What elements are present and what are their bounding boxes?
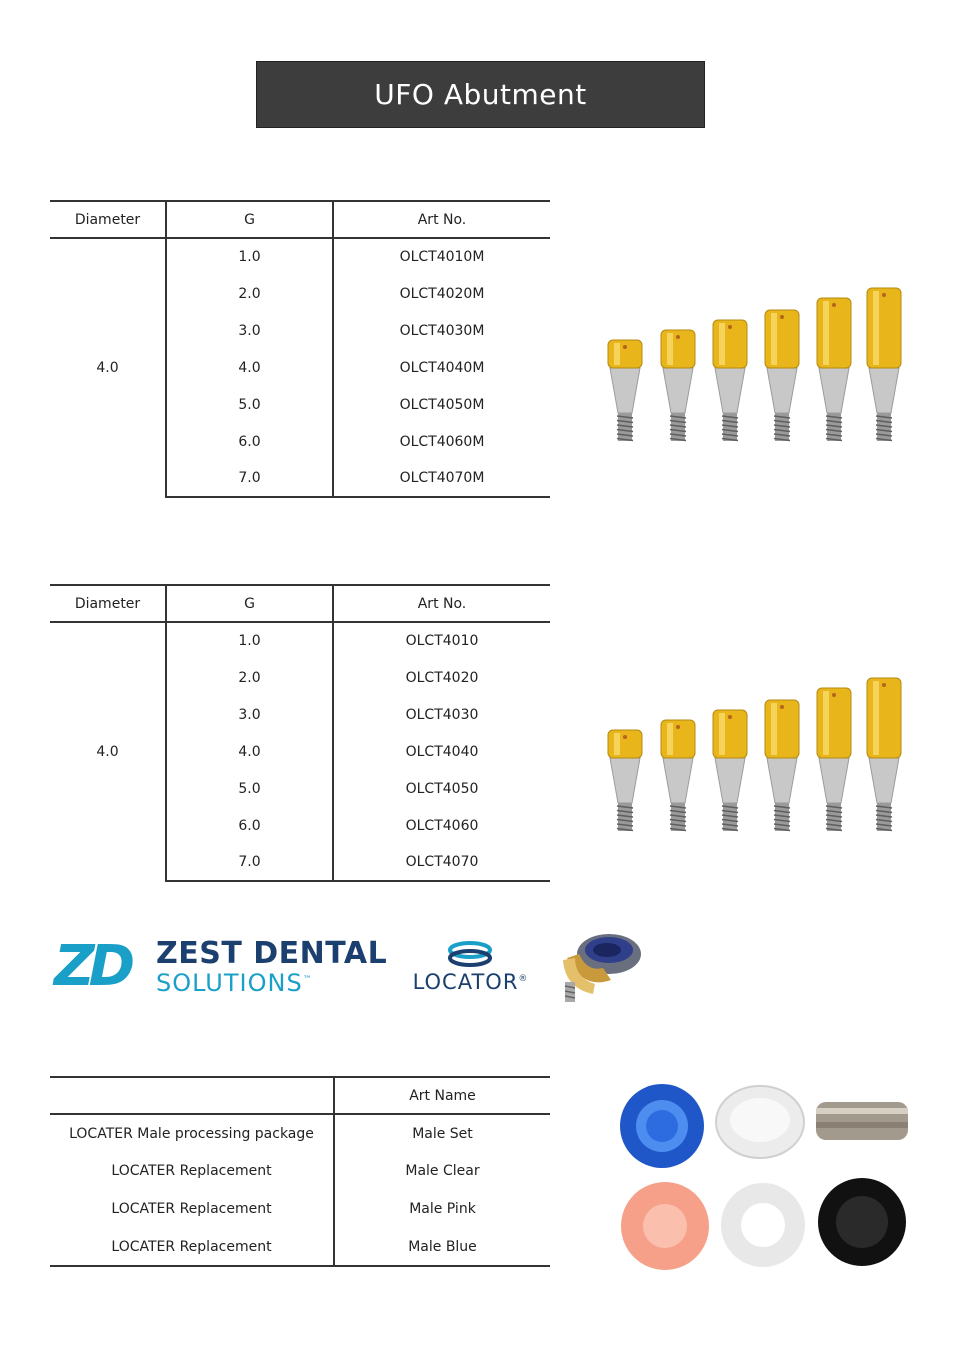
- g-cell: 7.0: [166, 844, 333, 881]
- g-cell: 3.0: [166, 696, 333, 733]
- abutment-piece: [713, 710, 747, 831]
- diameter-cell: 4.0: [96, 360, 119, 376]
- abutment-piece: [817, 298, 851, 441]
- g-cell: 1.0: [166, 622, 333, 659]
- art-no-cell: OLCT4020: [333, 659, 550, 696]
- abutment-piece: [608, 340, 642, 441]
- product-name-cell: LOCATER Male processing package: [69, 1125, 314, 1142]
- product-name-cell: LOCATER Replacement: [111, 1201, 272, 1217]
- abutment-piece: [765, 700, 799, 831]
- g-cell: 2.0: [166, 659, 333, 696]
- abutment-piece: [713, 320, 747, 441]
- art-no-cell: OLCT4030M: [333, 312, 550, 349]
- abutment-piece: [608, 730, 642, 831]
- table-row: [50, 1114, 550, 1152]
- zd-logo-mark: ZD: [54, 934, 130, 999]
- product-name-cell: LOCATER Replacement: [111, 1163, 272, 1179]
- header-art-no: Art No.: [333, 585, 550, 622]
- art-no-cell: OLCT4010M: [333, 238, 550, 275]
- table-header-row: [50, 585, 550, 622]
- art-no-cell: OLCT4060: [333, 807, 550, 844]
- locator-parts-table: [50, 1076, 550, 1267]
- table-row: [50, 238, 550, 275]
- g-cell: 4.0: [166, 733, 333, 770]
- art-no-cell: OLCT4070M: [333, 460, 550, 497]
- art-name-cell: Male Set: [334, 1114, 550, 1152]
- g-cell: 5.0: [166, 770, 333, 807]
- header-g: G: [166, 585, 333, 622]
- g-cell: 6.0: [166, 423, 333, 460]
- diameter-cell: 4.0: [96, 744, 119, 760]
- g-cell: 5.0: [166, 386, 333, 423]
- header-diameter: Diameter: [50, 585, 166, 622]
- header-art-name: Art Name: [334, 1077, 550, 1114]
- table-header-row: [50, 1077, 550, 1114]
- abutment-piece: [661, 330, 695, 441]
- g-cell: 4.0: [166, 349, 333, 386]
- art-no-cell: OLCT4070: [333, 844, 550, 881]
- art-no-cell: OLCT4030: [333, 696, 550, 733]
- art-name-cell: Male Pink: [334, 1190, 550, 1228]
- art-no-cell: OLCT4010: [333, 622, 550, 659]
- product-name-cell: LOCATER Replacement: [50, 1228, 334, 1266]
- table-row: [50, 1228, 550, 1266]
- page-title-box: [256, 61, 705, 128]
- abutment-table-1: [50, 200, 550, 498]
- g-cell: 3.0: [166, 312, 333, 349]
- locator-rings-icon: [440, 940, 500, 970]
- g-cell: 6.0: [166, 807, 333, 844]
- abutment-piece: [817, 688, 851, 831]
- art-no-cell: OLCT4050M: [333, 386, 550, 423]
- header-art-no: Art No.: [333, 201, 550, 238]
- art-no-cell: OLCT4020M: [333, 275, 550, 312]
- g-cell: 2.0: [166, 275, 333, 312]
- locator-wordmark: LOCATOR®: [412, 970, 529, 994]
- zd-logo-name: ZEST DENTAL: [156, 936, 388, 971]
- art-no-cell: OLCT4060M: [333, 423, 550, 460]
- g-cell: 1.0: [166, 238, 333, 275]
- header-blank: [50, 1077, 334, 1114]
- abutment-piece: [867, 678, 901, 831]
- abutment-piece: [765, 310, 799, 441]
- art-no-cell: OLCT4040M: [333, 349, 550, 386]
- table-row: [50, 1190, 550, 1228]
- zd-logo-subtitle: SOLUTIONS™: [156, 969, 313, 997]
- table-row: [50, 622, 550, 659]
- g-cell: 7.0: [166, 460, 333, 497]
- art-name-cell: Male Clear: [334, 1152, 550, 1190]
- art-no-cell: OLCT4050: [333, 770, 550, 807]
- table-header-row: [50, 201, 550, 238]
- abutment-table-2: [50, 584, 550, 882]
- header-diameter: Diameter: [50, 201, 166, 238]
- locator-attachment-image: [553, 928, 645, 1003]
- header-g: G: [166, 201, 333, 238]
- abutment-set-image-2: [600, 645, 920, 840]
- art-name-cell: Male Blue: [334, 1228, 550, 1266]
- abutment-piece: [661, 720, 695, 831]
- zest-dental-logo: [54, 934, 394, 999]
- abutment-piece: [867, 288, 901, 441]
- abutment-set-image-1: [600, 255, 920, 450]
- locator-logo: [398, 940, 543, 995]
- page-title: UFO Abutment: [374, 78, 587, 111]
- art-no-cell: OLCT4040: [333, 733, 550, 770]
- locator-male-parts-image: [610, 1080, 915, 1270]
- table-row: [50, 1152, 550, 1190]
